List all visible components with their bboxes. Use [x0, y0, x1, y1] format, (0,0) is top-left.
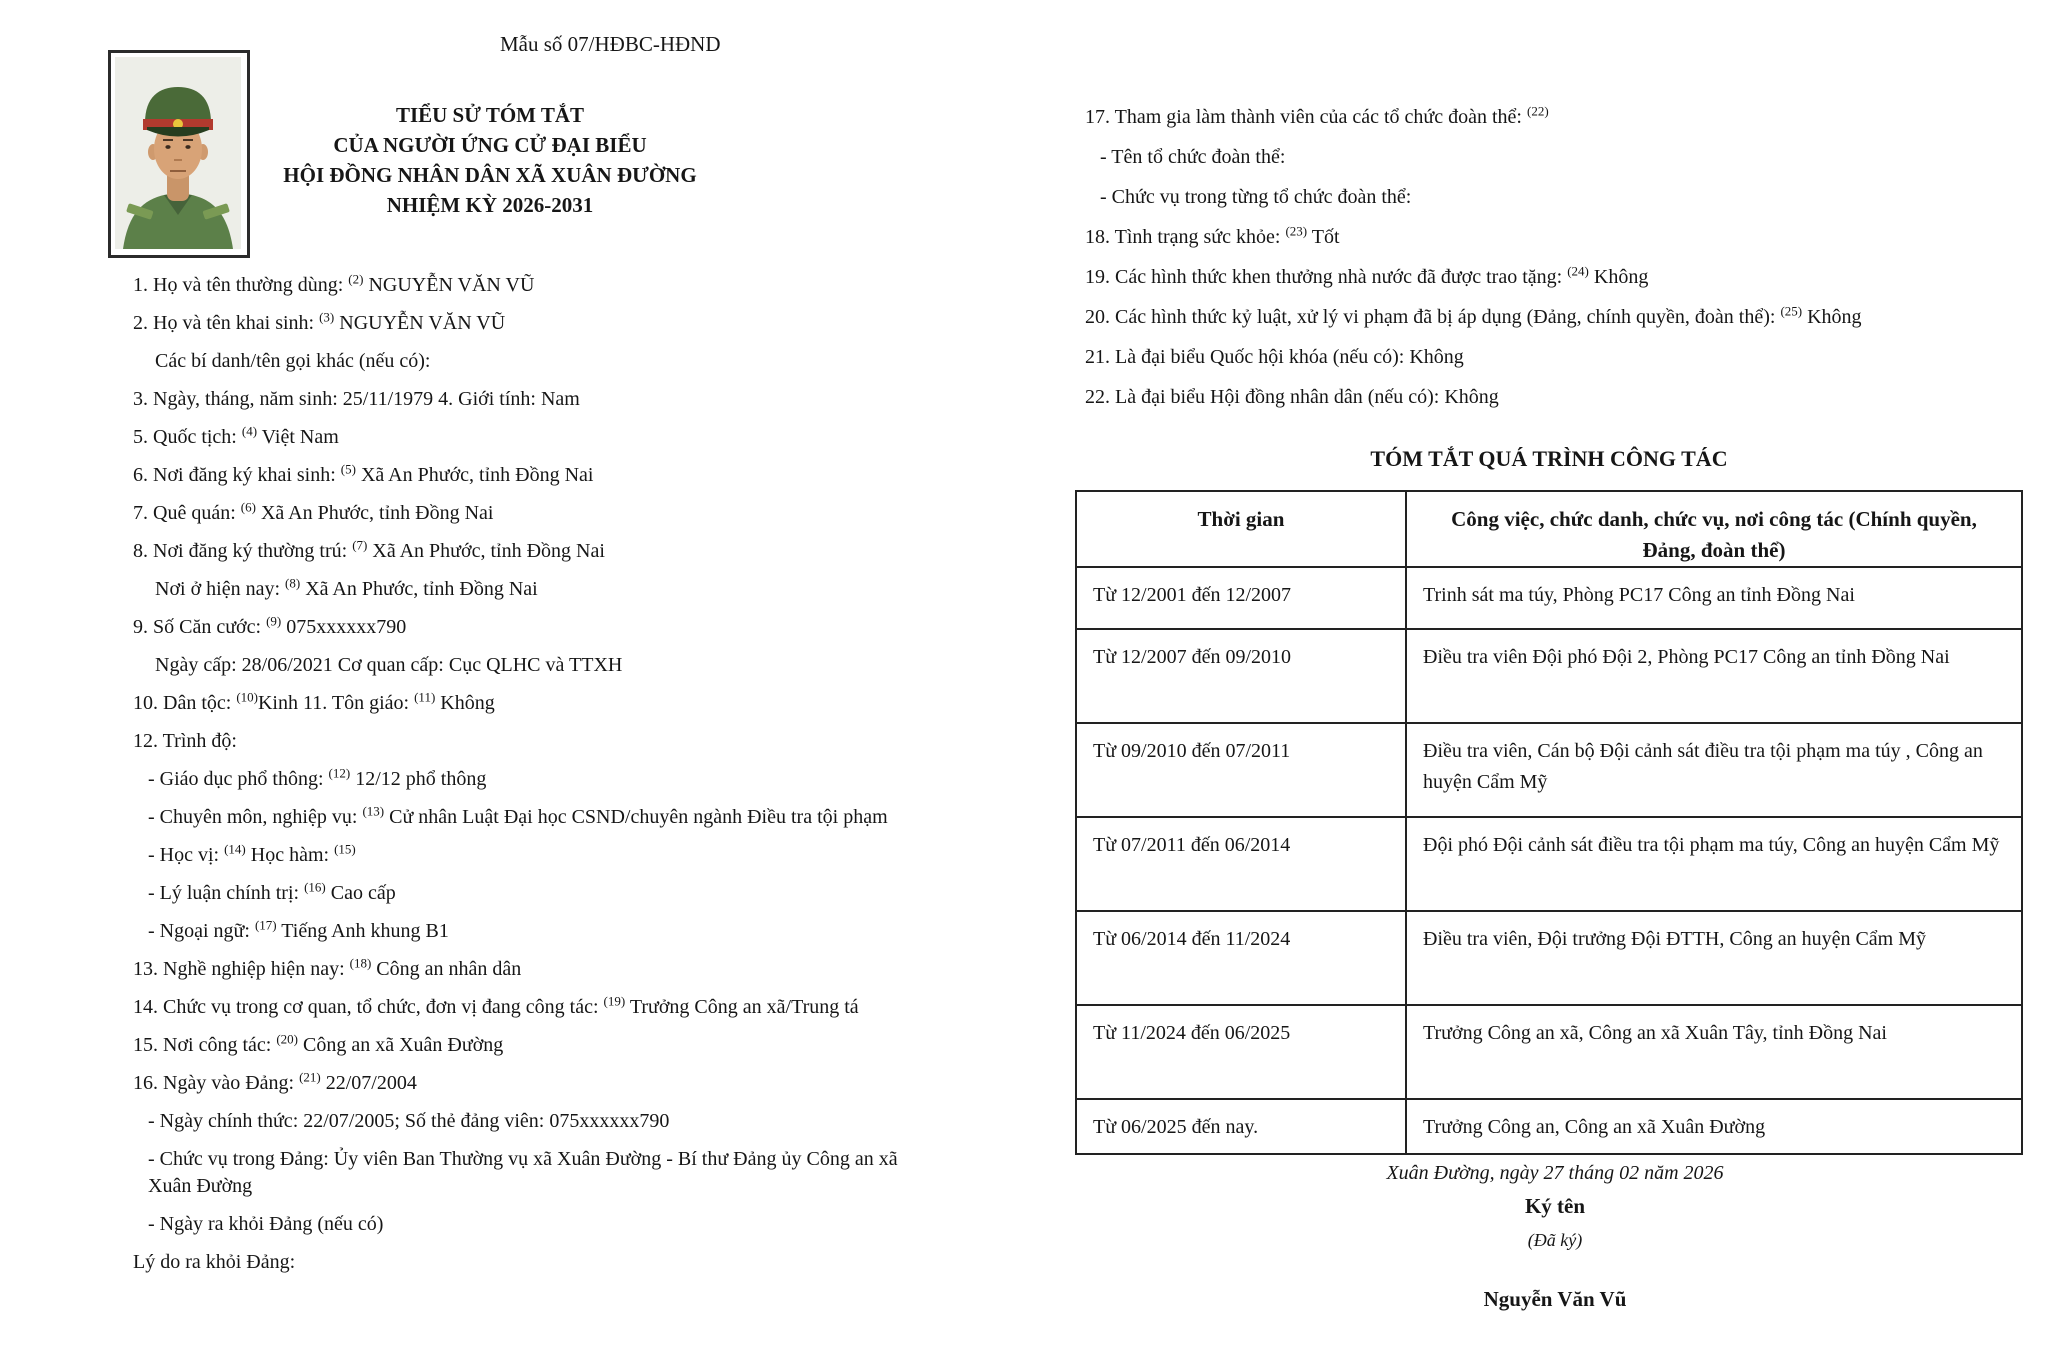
bio-text: 21. Là đại biểu Quốc hội khóa (nếu có): Không: [1085, 346, 1464, 368]
bio-text: Học hàm:: [245, 844, 335, 866]
bio-line: [133, 918, 913, 945]
bio-text: NGUYỄN VĂN VŨ: [334, 312, 506, 334]
career-description: Trinh sát ma túy, Phòng PC17 Công an tỉnh Đồng Nai: [1406, 567, 2022, 629]
bio-line: [133, 462, 913, 489]
bio-line: [1085, 144, 1905, 171]
career-period: Từ 12/2007 đến 09/2010: [1076, 629, 1406, 723]
bio-text: Ngày cấp: 28/06/2021 Cơ quan cấp: Cục QLHC và TTXH: [155, 654, 623, 676]
title-line-3: HỘI ĐỒNG NHÂN DÂN XÃ XUÂN ĐƯỜNG: [283, 163, 697, 187]
bio-text: 15. Nơi công tác:: [133, 1034, 277, 1056]
bio-line: [133, 1070, 913, 1097]
career-description: Điều tra viên, Đội trưởng Đội ĐTTH, Công an huyện Cẩm Mỹ: [1406, 911, 2022, 1005]
bio-text: 18. Tình trạng sức khỏe:: [1085, 226, 1286, 248]
bio-line: [133, 1108, 913, 1135]
footnote-marker: (17): [254, 917, 277, 933]
bio-text: 2. Họ và tên khai sinh:: [133, 312, 320, 334]
footnote-marker: (2): [348, 271, 364, 287]
footnote-marker: (10): [236, 689, 258, 705]
footnote-marker: (8): [285, 575, 301, 591]
career-period: Từ 11/2024 đến 06/2025: [1076, 1005, 1406, 1099]
career-table-row: [1076, 817, 2022, 911]
bio-text: 12/12 phổ thông: [350, 768, 487, 790]
bio-text: 10. Dân tộc:: [133, 692, 237, 714]
signature-label: Ký tên: [1524, 1194, 1586, 1218]
career-table-title: TÓM TẮT QUÁ TRÌNH CÔNG TÁC: [1370, 446, 1728, 471]
career-table-row: [1076, 567, 2022, 629]
bio-text: - Chuyên môn, nghiệp vụ:: [148, 806, 363, 828]
bio-text: Lý do ra khỏi Đảng:: [133, 1251, 296, 1273]
career-table-header-desc: Công việc, chức danh, chức vụ, nơi công tác (Chính quyền, Đảng, đoàn thể): [1406, 491, 2022, 567]
career-period: Từ 07/2011 đến 06/2014: [1076, 817, 1406, 911]
bio-text: - Ngày ra khỏi Đảng (nếu có): [148, 1213, 384, 1235]
bio-text: 7. Quê quán:: [133, 502, 241, 524]
footnote-marker: (25): [1780, 303, 1803, 319]
bio-line: [133, 386, 913, 413]
bio-text: Công an nhân dân: [371, 958, 522, 980]
bio-line: [133, 1211, 913, 1238]
career-description: Điều tra viên, Cán bộ Đội cảnh sát điều tra tội phạm ma túy , Công an huyện Cẩm Mỹ: [1406, 723, 2022, 817]
bio-text: Xã An Phước, tỉnh Đồng Nai: [255, 502, 494, 524]
footnote-marker: (20): [276, 1031, 298, 1047]
bio-text: Tốt: [1307, 226, 1340, 248]
bio-line: [1085, 224, 1905, 251]
career-table-row: [1076, 1005, 2022, 1099]
bio-text: Không: [435, 692, 495, 714]
bio-line: [133, 766, 913, 793]
bio-line: [133, 272, 913, 299]
signer-name: Nguyễn Văn Vũ: [1483, 1287, 1627, 1311]
bio-text: Cử nhân Luật Đại học CSND/chuyên ngành Điều tra tội phạm: [384, 806, 888, 828]
bio-text: Việt Nam: [257, 426, 339, 448]
footnote-marker: (12): [328, 765, 351, 781]
bio-text: - Chức vụ trong từng tổ chức đoàn thể:: [1100, 186, 1412, 208]
career-table-row: [1076, 1099, 2022, 1154]
bio-line: [1085, 344, 1905, 371]
footnote-marker: (14): [224, 841, 246, 857]
career-description: Trưởng Công an, Công an xã Xuân Đường: [1406, 1099, 2022, 1154]
bio-line: [1085, 304, 1905, 331]
footnote-marker: (5): [340, 461, 356, 477]
bio-text: Các bí danh/tên gọi khác (nếu có):: [155, 350, 431, 372]
bio-text: 16. Ngày vào Đảng:: [133, 1072, 300, 1094]
bio-text: 14. Chức vụ trong cơ quan, tổ chức, đơn vị đang công tác:: [133, 996, 604, 1018]
footnote-marker: (3): [319, 309, 335, 325]
bio-line: [133, 652, 913, 679]
bio-line: [133, 310, 913, 337]
bio-text: 22. Là đại biểu Hội đồng nhân dân (nếu có): Không: [1085, 386, 1499, 408]
bio-text: Cao cấp: [325, 882, 396, 904]
bio-text: 22/07/2004: [320, 1072, 417, 1094]
bio-line: [133, 1146, 913, 1200]
footnote-marker: (4): [241, 423, 258, 439]
bio-line: [1085, 264, 1905, 291]
bio-text: Không: [1802, 306, 1862, 328]
footnote-marker: (11): [414, 689, 436, 705]
bio-text: 20. Các hình thức kỷ luật, xử lý vi phạm đã bị áp dụng (Đảng, chính quyền, đoàn thể):: [1085, 306, 1781, 328]
bio-text: - Ngoại ngữ:: [148, 920, 255, 942]
bio-text: Xã An Phước, tỉnh Đồng Nai: [367, 540, 605, 562]
bio-text: - Tên tổ chức đoàn thể:: [1100, 146, 1286, 168]
career-table-header-row: [1076, 491, 2022, 567]
bio-text: - Ngày chính thức: 22/07/2005; Số thẻ đảng viên: 075xxxxxx790: [148, 1110, 670, 1132]
bio-line: [133, 880, 913, 907]
document-title: [190, 100, 790, 220]
bio-line: [133, 1032, 913, 1059]
bio-text: - Học vị:: [148, 844, 225, 866]
bio-text: 19. Các hình thức khen thưởng nhà nước đã được trao tặng:: [1085, 266, 1568, 288]
footnote-marker: (15): [334, 841, 356, 857]
career-description: Điều tra viên Đội phó Đội 2, Phòng PC17 Công an tỉnh Đồng Nai: [1406, 629, 2022, 723]
footnote-marker: (16): [304, 879, 326, 895]
bio-line: [133, 1249, 913, 1276]
signed-note: (Đã ký): [1527, 1230, 1583, 1250]
footnote-marker: (18): [349, 955, 372, 971]
bio-text: 075xxxxxx790: [281, 616, 407, 638]
bio-line: [133, 804, 913, 831]
bio-text: Xã An Phước, tỉnh Đồng Nai: [355, 464, 594, 486]
bio-text: Xã An Phước, tỉnh Đồng Nai: [300, 578, 538, 600]
bio-line: [133, 728, 913, 755]
bio-text: - Giáo dục phổ thông:: [148, 768, 329, 790]
bio-text: 8. Nơi đăng ký thường trú:: [133, 540, 353, 562]
bio-line: [133, 994, 913, 1021]
bio-text: 13. Nghề nghiệp hiện nay:: [133, 958, 350, 980]
career-table-row: [1076, 723, 2022, 817]
bio-line: [133, 500, 913, 527]
footnote-marker: (23): [1285, 223, 1308, 239]
bio-text: Tiếng Anh khung B1: [276, 920, 449, 942]
bio-line: [133, 690, 913, 717]
career-period: Từ 09/2010 đến 07/2011: [1076, 723, 1406, 817]
title-line-4: NHIỆM KỲ 2026-2031: [386, 193, 594, 217]
footnote-marker: (9): [266, 613, 282, 629]
bio-text: 5. Quốc tịch:: [133, 426, 242, 448]
title-line-1: TIỂU SỬ TÓM TẮT: [395, 103, 585, 127]
footnote-marker: (13): [362, 803, 385, 819]
bio-text: Nơi ở hiện nay:: [155, 578, 286, 600]
career-period: Từ 06/2014 đến 11/2024: [1076, 911, 1406, 1005]
bio-text: 17. Tham gia làm thành viên của các tổ chức đoàn thể:: [1085, 106, 1527, 128]
career-table-header-time: Thời gian: [1076, 491, 1406, 567]
bio-line: [133, 424, 913, 451]
footnote-marker: (6): [240, 499, 256, 515]
bio-text: 9. Số Căn cước:: [133, 616, 267, 638]
career-table-row: [1076, 629, 2022, 723]
personal-info-list: [133, 272, 913, 1287]
career-period: Từ 06/2025 đến nay.: [1076, 1099, 1406, 1154]
bio-text: 3. Ngày, tháng, năm sinh: 25/11/1979 4. Giới tính: Nam: [133, 388, 580, 410]
bio-text: 1. Họ và tên thường dùng:: [133, 274, 349, 296]
footnote-marker: (24): [1567, 263, 1589, 279]
bio-line: [1085, 104, 1905, 131]
bio-line: [1085, 384, 1905, 411]
additional-info-list: [1085, 104, 1905, 424]
career-table-row: [1076, 911, 2022, 1005]
signature-place-date: Xuân Đường, ngày 27 tháng 02 năm 2026: [1386, 1162, 1724, 1184]
career-description: Trưởng Công an xã, Công an xã Xuân Tây, tỉnh Đồng Nai: [1406, 1005, 2022, 1099]
bio-text: Không: [1588, 266, 1649, 288]
bio-line: [133, 576, 913, 603]
footnote-marker: (19): [603, 993, 626, 1009]
bio-text: Trưởng Công an xã/Trung tá: [625, 996, 859, 1018]
bio-line: [133, 956, 913, 983]
signature-block: [1230, 1162, 1880, 1312]
bio-text: 6. Nơi đăng ký khai sinh:: [133, 464, 341, 486]
form-code: Mẫu số 07/HĐBC-HĐND: [500, 32, 721, 56]
bio-line: [133, 348, 913, 375]
bio-text: - Chức vụ trong Đảng: Ủy viên Ban Thường vụ xã Xuân Đường - Bí thư Đảng ủy Công an xã Xuân Đường: [148, 1148, 898, 1197]
bio-text: Công an xã Xuân Đường: [298, 1034, 504, 1056]
bio-text: Kinh 11. Tôn giáo:: [257, 692, 415, 714]
bio-text: - Lý luận chính trị:: [148, 882, 305, 904]
career-table: [1075, 490, 2023, 1155]
footnote-marker: (22): [1526, 103, 1549, 119]
title-line-2: CỦA NGƯỜI ỨNG CỬ ĐẠI BIỂU: [333, 133, 647, 157]
bio-line: [1085, 184, 1905, 211]
career-description: Đội phó Đội cảnh sát điều tra tội phạm ma túy, Công an huyện Cẩm Mỹ: [1406, 817, 2022, 911]
bio-text: NGUYỄN VĂN VŨ: [363, 274, 535, 296]
bio-text: 12. Trình độ:: [133, 730, 237, 752]
footnote-marker: (21): [299, 1069, 321, 1085]
bio-line: [133, 614, 913, 641]
career-period: Từ 12/2001 đến 12/2007: [1076, 567, 1406, 629]
bio-line: [133, 842, 913, 869]
bio-line: [133, 538, 913, 565]
footnote-marker: (7): [352, 537, 368, 553]
